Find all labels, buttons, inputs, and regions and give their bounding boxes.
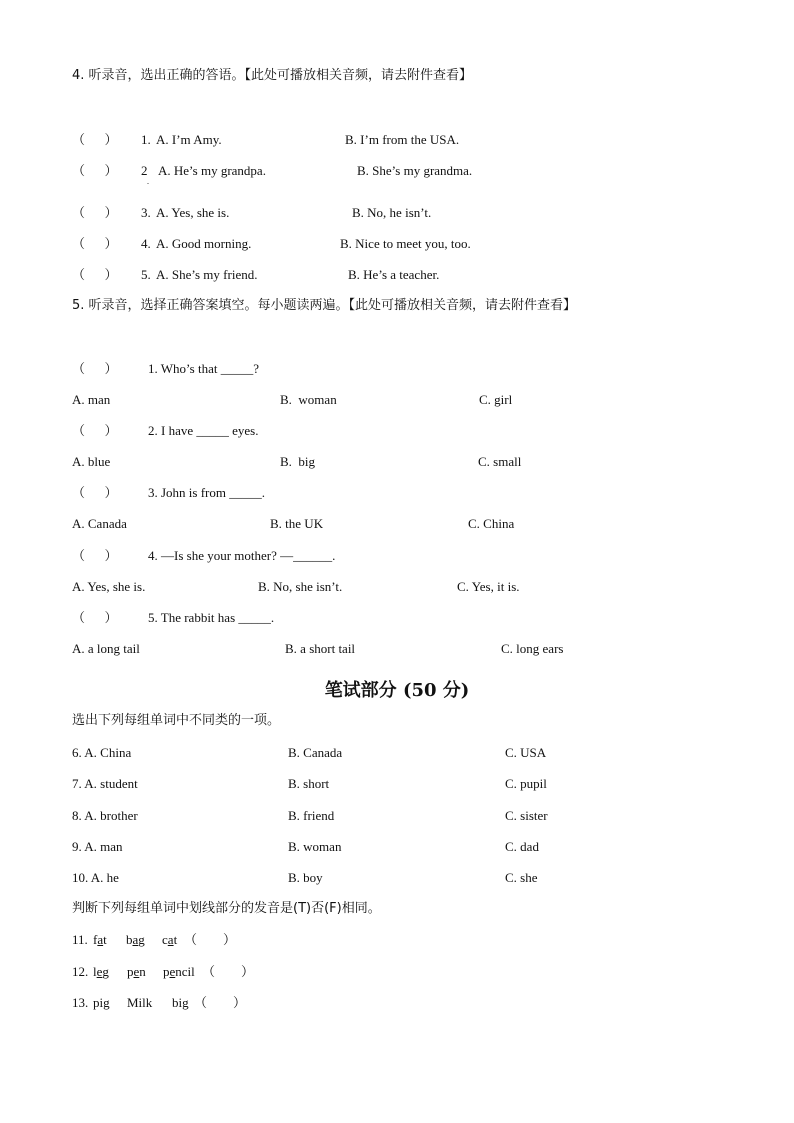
option-c: C. China [468, 516, 515, 531]
option-c: C. sister [505, 808, 548, 823]
word-1: fat [93, 932, 107, 947]
option-b: B. She’s my grandma. [357, 163, 473, 178]
option-a: A. He’s my grandpa. [158, 163, 266, 178]
phonics-heading: 判断下列每组单词中划线部分的发音是(T)否(F)相同。 [72, 901, 381, 916]
word-2: bag [126, 932, 145, 947]
option-b: B. short [288, 776, 330, 791]
option-a: A. I’m Amy. [156, 132, 222, 147]
option-b: B. No, he isn’t. [352, 205, 432, 220]
option-c: C. she [505, 870, 538, 885]
option-a: A. Yes, she is. [156, 205, 230, 220]
question-stem: 4. —Is she your mother? —______. [148, 548, 336, 563]
answer-paren: （ ） [202, 964, 255, 979]
answer-paren: （ ） [72, 132, 118, 147]
odd-one-out-heading: 选出下列每组单词中不同类的一项。 [72, 713, 281, 728]
option-b: B. woman [288, 839, 342, 854]
option-b: B. Nice to meet you, too. [340, 236, 471, 251]
option-a: A. Good morning. [156, 236, 252, 251]
answer-paren: （ ） [184, 932, 237, 947]
question-stem: 1. Who’s that _____? [148, 361, 259, 376]
option-a: 10. A. he [72, 870, 119, 885]
answer-paren: （ ） [72, 267, 118, 282]
answer-paren: （ ） [72, 163, 118, 178]
answer-paren: （ ） [72, 548, 118, 563]
question-stem: 5. The rabbit has _____. [148, 610, 275, 625]
answer-paren: （ ） [72, 423, 118, 438]
item-number: 1. [141, 132, 151, 147]
option-b: B. He’s a teacher. [348, 267, 440, 282]
item-number: 3. [141, 205, 151, 220]
option-a: 6. A. China [72, 745, 132, 760]
word-1: pig [93, 995, 110, 1010]
option-b: B. Canada [288, 745, 343, 760]
answer-paren: （ ） [72, 236, 118, 251]
option-b: B. boy [288, 870, 323, 885]
option-c: C. USA [505, 745, 547, 760]
word-3: pencil [163, 964, 195, 979]
option-b: B. I’m from the USA. [345, 132, 460, 147]
item-number: 11. [72, 932, 88, 947]
option-b: B. big [280, 454, 316, 469]
question-stem: 2. I have _____ eyes. [148, 423, 259, 438]
word-2: Milk [127, 995, 153, 1010]
option-a: 9. A. man [72, 839, 123, 854]
option-a: A. Yes, she is. [72, 579, 146, 594]
question-stem: 3. John is from _____. [148, 485, 265, 500]
option-c: C. long ears [501, 641, 564, 656]
option-c: C. small [478, 454, 522, 469]
q5-heading: 5. 听录音，选择正确答案填空。每小题读两遍。【此处可播放相关音频，请去附件查看】 [72, 298, 577, 313]
option-c: C. girl [479, 392, 513, 407]
item-number: 5. [141, 267, 151, 282]
option-c: C. Yes, it is. [457, 579, 520, 594]
option-b: B. No, she isn’t. [258, 579, 343, 594]
answer-paren: （ ） [72, 610, 118, 625]
option-a: A. blue [72, 454, 111, 469]
item-number: 2 [141, 163, 148, 178]
option-b: B. friend [288, 808, 335, 823]
answer-paren: （ ） [72, 485, 118, 500]
option-a: A. Canada [72, 516, 127, 531]
word-3: big [172, 995, 189, 1010]
option-c: C. dad [505, 839, 539, 854]
answer-paren: （ ） [194, 995, 247, 1010]
option-c: C. pupil [505, 776, 547, 791]
item-number: 13. [72, 995, 89, 1010]
option-a: A. man [72, 392, 111, 407]
option-b: B. woman [280, 392, 337, 407]
option-b: B. the UK [270, 516, 324, 531]
option-a: 8. A. brother [72, 808, 138, 823]
word-2: pen [127, 964, 146, 979]
answer-paren: （ ） [72, 361, 118, 376]
dot-mark: . [147, 177, 149, 186]
option-b: B. a short tail [285, 641, 356, 656]
word-3: cat [162, 932, 178, 947]
word-1: leg [93, 964, 109, 979]
item-number: 4. [141, 236, 151, 251]
item-number: 12. [72, 964, 89, 979]
section-title: 笔试部分 (50 分) [324, 680, 470, 701]
answer-paren: （ ） [72, 205, 118, 220]
option-a: 7. A. student [72, 776, 138, 791]
q4-heading: 4. 听录音，选出正确的答语。【此处可播放相关音频，请去附件查看】 [72, 68, 473, 83]
option-a: A. a long tail [72, 641, 140, 656]
option-a: A. She’s my friend. [156, 267, 258, 282]
